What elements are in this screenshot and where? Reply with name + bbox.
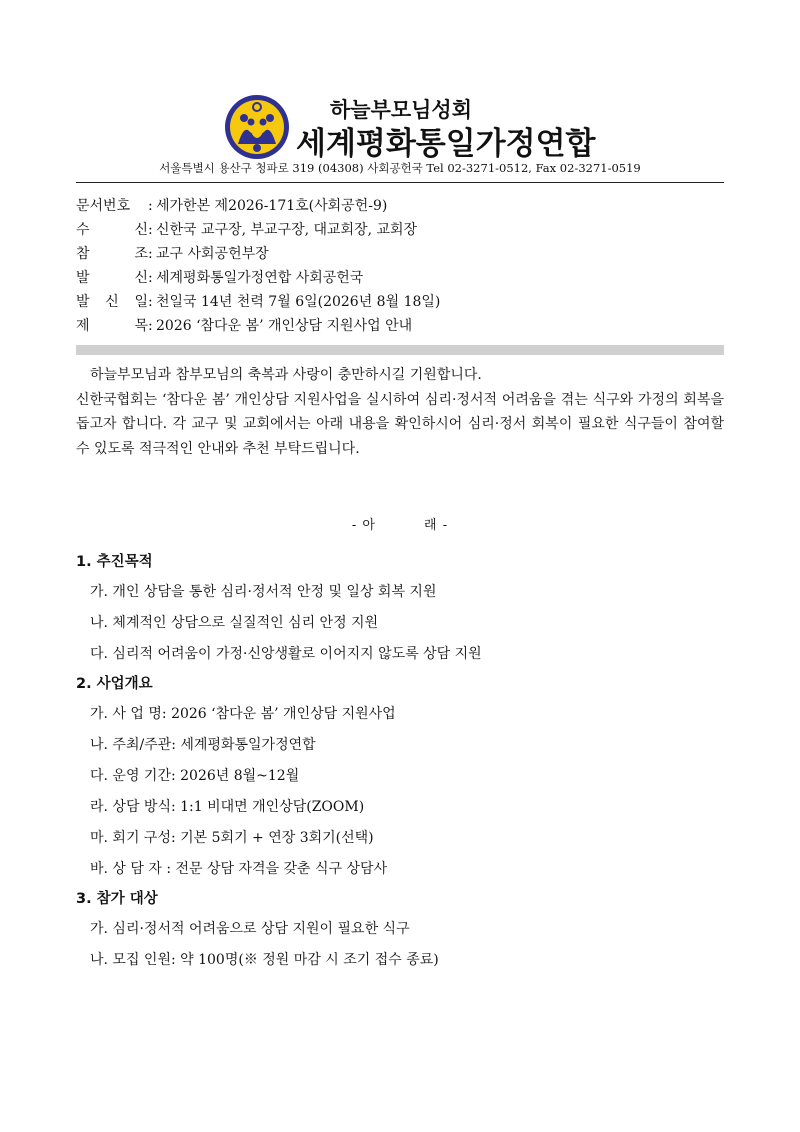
meta-colon: : bbox=[148, 318, 153, 334]
meta-colon: : bbox=[148, 294, 153, 310]
organization-name: 세계평화통일가정연합 bbox=[296, 126, 596, 162]
document-meta bbox=[76, 194, 724, 338]
organization-address: 서울특별시 용산구 청파로 319 (04308) 사회공헌국 Tel 02-3271-0512, Fax 02-3271-0519 bbox=[159, 161, 641, 175]
meta-value: 교구 사회공헌부장 bbox=[156, 246, 269, 262]
section-item: 가. 심리·정서적 어려움으로 상담 지원이 필요한 식구 bbox=[90, 921, 410, 937]
meta-row bbox=[76, 218, 724, 242]
below-notice-left: - 아 bbox=[351, 518, 376, 533]
section-item: 라. 상담 방식: 1:1 비대면 개인상담(ZOOM) bbox=[90, 799, 365, 815]
intro-paragraph bbox=[76, 363, 724, 461]
meta-colon: : bbox=[148, 270, 153, 286]
section-title: 2. 사업개요 bbox=[76, 676, 153, 692]
meta-row bbox=[76, 266, 724, 290]
meta-key: 제 목 bbox=[76, 318, 148, 334]
section-item: 가. 사 업 명: 2026 ‘참다운 봄’ 개인상담 지원사업 bbox=[90, 706, 396, 722]
meta-value: 2026 ‘참다운 봄’ 개인상담 지원사업 안내 bbox=[156, 318, 413, 334]
section-item: 바. 상 담 자 : 전문 상담 자격을 갖춘 식구 상담사 bbox=[90, 861, 388, 877]
meta-row bbox=[76, 290, 724, 314]
intro-greeting: 하늘부모님과 참부모님의 축복과 사랑이 충만하시길 기원합니다. bbox=[90, 367, 482, 383]
meta-colon: : bbox=[148, 246, 153, 262]
below-notice-right: 래 - bbox=[424, 518, 449, 533]
section-item: 다. 심리적 어려움이 가정·신앙생활로 이어지지 않도록 상담 지원 bbox=[90, 646, 482, 662]
intro-body: 신한국협회는 ‘참다운 봄’ 개인상담 지원사업을 실시하여 심리·정서적 어려움을 겪는 식구와 가정의 회복을 돕고자 합니다. 각 교구 및 교회에서는 아래 내용을 확인하시어 심리·정서 회복이 필요한 식구들이 참여할 수 있도록 적극적인 안내와 추천 부탁드립니다. bbox=[76, 391, 724, 457]
organization-subtitle: 하늘부모님성회 bbox=[330, 98, 473, 122]
section-item: 나. 주최/주관: 세계평화통일가정연합 bbox=[90, 737, 316, 753]
section-title: 1. 추진목적 bbox=[76, 554, 153, 570]
meta-key: 수 신 bbox=[76, 222, 148, 238]
section-item: 마. 회기 구성: 기본 5회기 + 연장 3회기(선택) bbox=[90, 830, 374, 846]
meta-key: 발 신 일 bbox=[76, 294, 148, 310]
section-separator bbox=[76, 345, 724, 355]
meta-value: 천일국 14년 천력 7월 6일(2026년 8월 18일) bbox=[156, 294, 441, 310]
section-item: 나. 체계적인 상담으로 실질적인 심리 안정 지원 bbox=[90, 615, 379, 631]
section-item: 다. 운영 기간: 2026년 8월~12월 bbox=[90, 768, 300, 784]
meta-row bbox=[76, 314, 724, 338]
meta-row bbox=[76, 242, 724, 266]
section-item: 나. 모집 인원: 약 100명(※ 정원 마감 시 조기 접수 종료) bbox=[90, 952, 439, 968]
meta-key: 문서번호 bbox=[76, 198, 131, 214]
organization-logo bbox=[224, 94, 290, 160]
meta-colon: : bbox=[148, 198, 153, 214]
document-sections bbox=[76, 548, 724, 976]
meta-value: 세계평화통일가정연합 사회공헌국 bbox=[156, 270, 364, 286]
meta-colon: : bbox=[148, 222, 153, 238]
section-item: 가. 개인 상담을 통한 심리·정서적 안정 및 일상 회복 지원 bbox=[90, 584, 437, 600]
meta-key: 참 조 bbox=[76, 246, 148, 262]
below-notice bbox=[0, 514, 800, 533]
meta-row bbox=[76, 194, 724, 218]
letterhead bbox=[0, 0, 800, 190]
meta-value: 신한국 교구장, 부교구장, 대교회장, 교회장 bbox=[156, 222, 418, 238]
meta-value: 세가한본 제2026-171호(사회공헌-9) bbox=[156, 198, 388, 214]
header-divider bbox=[76, 182, 724, 183]
meta-key: 발 신 bbox=[76, 270, 148, 286]
section-title: 3. 참가 대상 bbox=[76, 891, 158, 907]
